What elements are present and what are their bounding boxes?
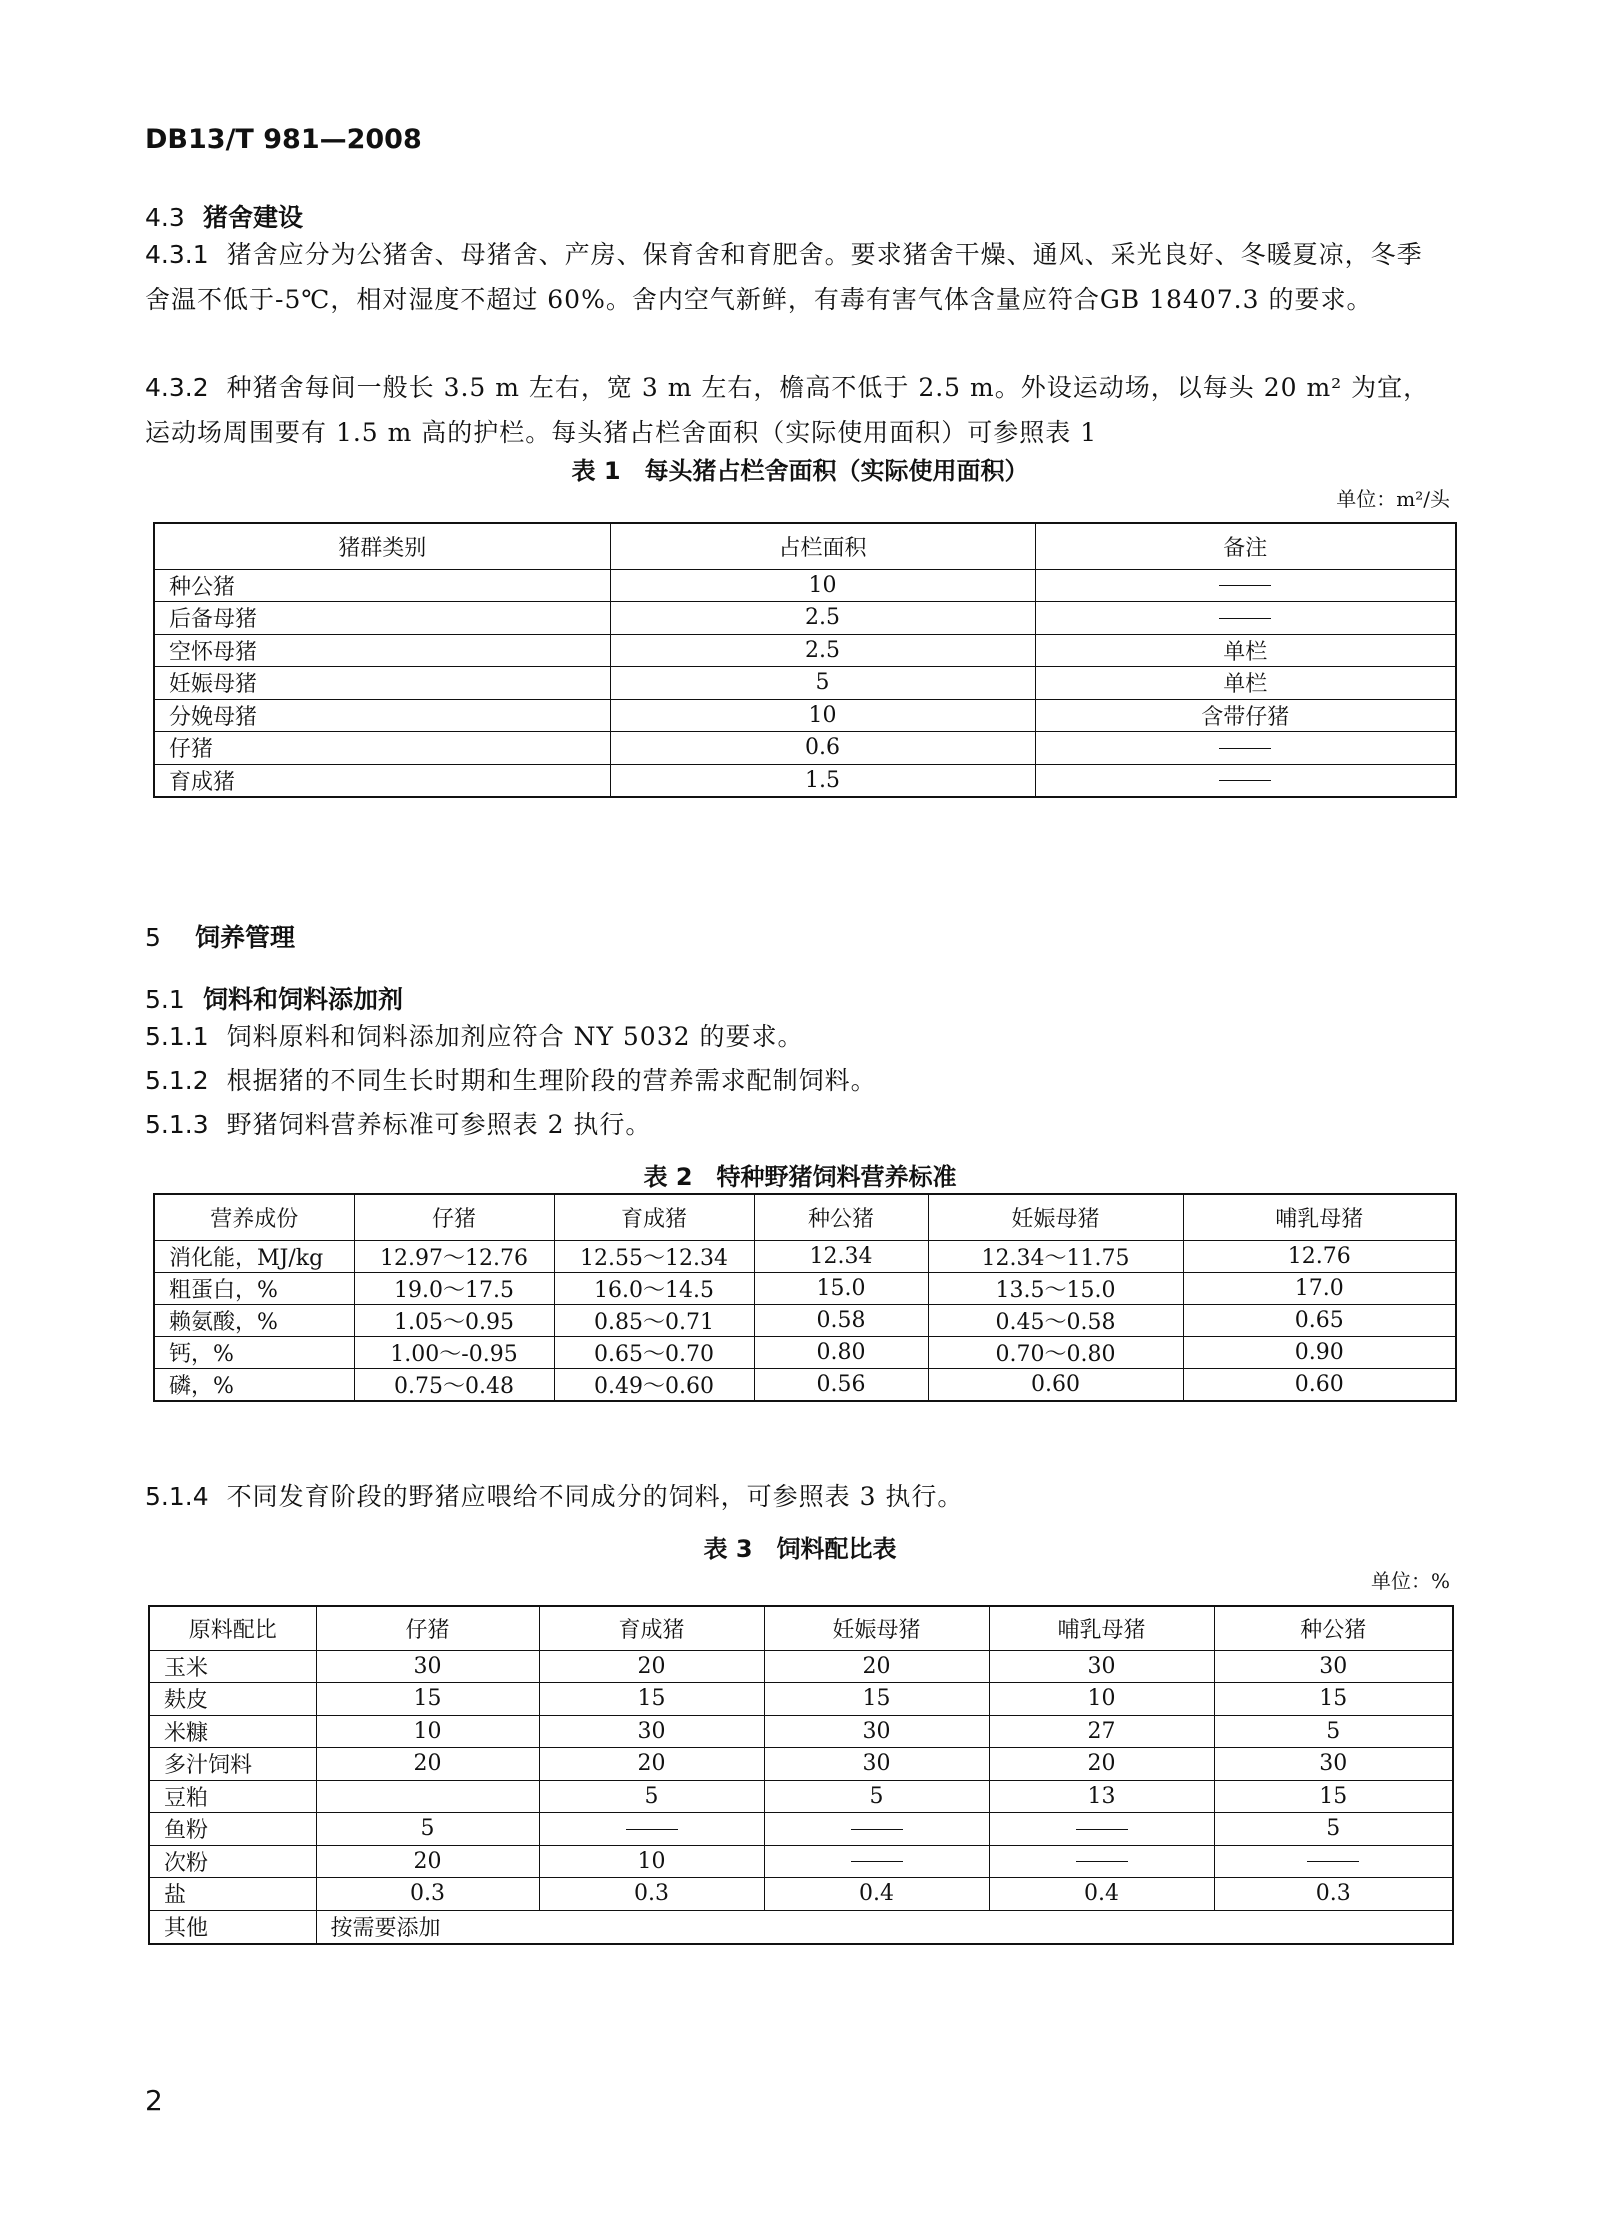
table3-unit: 单位：% — [1370, 1569, 1450, 1593]
table-cell: 20 — [316, 1748, 539, 1781]
section-title: 饲养管理 — [195, 923, 296, 952]
table-cell: 0.85～0.71 — [554, 1304, 754, 1336]
table-cell: 15 — [1214, 1683, 1453, 1716]
table-cell — [1035, 569, 1456, 602]
dash-line — [1219, 585, 1271, 586]
table-row — [149, 1650, 1453, 1683]
table-cell: 30 — [539, 1715, 764, 1748]
section-title: 饲料和饲料添加剂 — [203, 985, 404, 1014]
table-cell: 含带仔猪 — [1035, 699, 1456, 732]
document-id: DB13/T 981—2008 — [145, 124, 422, 155]
clause-text: 根据猪的不同生长时期和生理阶段的营养需求配制饲料。 — [226, 1066, 877, 1095]
dash-line — [1219, 618, 1271, 619]
table-cell: 17.0 — [1183, 1272, 1456, 1304]
table-cell: 12.34 — [754, 1240, 928, 1272]
table-cell: 30 — [764, 1748, 989, 1781]
table-cell: 10 — [989, 1683, 1214, 1716]
table-cell: 15.0 — [754, 1272, 928, 1304]
row-label-cell: 仔猪 — [154, 732, 610, 765]
header-cell: 仔猪 — [354, 1194, 554, 1240]
table-row — [149, 1683, 1453, 1716]
table-cell: 5 — [316, 1813, 539, 1846]
table-cell: 0.58 — [754, 1304, 928, 1336]
clause-text: 饲料原料和饲料添加剂应符合 NY 5032 的要求。 — [226, 1022, 804, 1051]
table-header-row — [149, 1606, 1453, 1650]
header-cell: 占栏面积 — [610, 523, 1035, 569]
table-cell: 16.0～14.5 — [554, 1272, 754, 1304]
table-cell: 30 — [316, 1650, 539, 1683]
table-row — [154, 732, 1456, 765]
table-cell: 30 — [1214, 1748, 1453, 1781]
table-cell: 5 — [764, 1780, 989, 1813]
section-number: 5 — [145, 923, 161, 952]
section-number: 5.1 — [145, 985, 185, 1014]
table-row — [154, 634, 1456, 667]
table-cell: 12.34～11.75 — [928, 1240, 1183, 1272]
row-label-cell: 次粉 — [149, 1845, 316, 1878]
table-cell: 30 — [764, 1715, 989, 1748]
table-row — [154, 1272, 1456, 1304]
row-label-cell: 其他 — [149, 1910, 316, 1944]
header-cell: 种公猪 — [1214, 1606, 1453, 1650]
row-label-cell: 钙，% — [154, 1336, 354, 1368]
table-row — [154, 1240, 1456, 1272]
table-cell: 20 — [989, 1748, 1214, 1781]
row-label-cell: 豆粕 — [149, 1780, 316, 1813]
row-label-cell: 玉米 — [149, 1650, 316, 1683]
table-cell: 0.65～0.70 — [554, 1336, 754, 1368]
row-label-cell: 后备母猪 — [154, 602, 610, 635]
table-row — [154, 569, 1456, 602]
row-label-cell: 米糠 — [149, 1715, 316, 1748]
table-row — [154, 1336, 1456, 1368]
table-cell: 0.4 — [764, 1878, 989, 1911]
table-row — [154, 764, 1456, 797]
table3-caption: 表 3 饲料配比表 — [703, 1535, 897, 1563]
table-row — [149, 1845, 1453, 1878]
table1-caption: 表 1 每头猪占栏舍面积（实际使用面积） — [571, 457, 1029, 485]
section-5-heading — [145, 918, 295, 954]
clause-number: 4.3.2 — [145, 373, 209, 402]
row-label-cell: 育成猪 — [154, 764, 610, 797]
paragraph-4-3-1 — [145, 232, 1447, 322]
table-cell: 13.5～15.0 — [928, 1272, 1183, 1304]
table2-caption: 表 2 特种野猪饲料营养标准 — [643, 1163, 957, 1191]
table-cell: 0.65 — [1183, 1304, 1456, 1336]
section-number: 4.3 — [145, 203, 185, 232]
table-cell: 0.6 — [610, 732, 1035, 765]
row-label-cell: 盐 — [149, 1878, 316, 1911]
table-cell — [1214, 1845, 1453, 1878]
dash-line — [626, 1829, 678, 1830]
table-cell: 30 — [989, 1650, 1214, 1683]
table-header-row — [154, 523, 1456, 569]
section-4-3-heading — [145, 198, 303, 234]
table-cell: 15 — [764, 1683, 989, 1716]
table-cell: 0.70～0.80 — [928, 1336, 1183, 1368]
table-cell: 10 — [610, 569, 1035, 602]
table-cell — [764, 1813, 989, 1846]
table-header-row — [154, 1194, 1456, 1240]
table-cell: 2.5 — [610, 634, 1035, 667]
other-value-cell: 按需要添加 — [316, 1910, 1453, 1944]
table-cell: 20 — [764, 1650, 989, 1683]
clause-number: 4.3.1 — [145, 240, 209, 269]
table-cell: 5 — [1214, 1813, 1453, 1846]
table-cell: 单栏 — [1035, 667, 1456, 700]
header-cell: 备注 — [1035, 523, 1456, 569]
table-cell — [539, 1813, 764, 1846]
row-label-cell: 种公猪 — [154, 569, 610, 602]
paragraph-5-1-1 — [145, 1014, 1447, 1059]
table-cell: 单栏 — [1035, 634, 1456, 667]
section-title: 猪舍建设 — [203, 203, 304, 232]
section-5-1-heading — [145, 980, 403, 1016]
table-cell: 0.60 — [928, 1368, 1183, 1401]
header-cell: 仔猪 — [316, 1606, 539, 1650]
dash-line — [1076, 1829, 1128, 1830]
table-cell: 15 — [316, 1683, 539, 1716]
row-label-cell: 多汁饲料 — [149, 1748, 316, 1781]
table-cell: 13 — [989, 1780, 1214, 1813]
header-cell: 育成猪 — [539, 1606, 764, 1650]
clause-text: 猪舍应分为公猪舍、母猪舍、产房、保育舍和育肥舍。要求猪舍干燥、通风、采光良好、冬暖夏凉，冬季舍温不低于-5℃，相对湿度不超过 60%。舍内空气新鲜，有毒有害气体含量应符合GB 18407.3 的要求。 — [145, 240, 1423, 314]
table-row — [149, 1715, 1453, 1748]
table-cell — [989, 1813, 1214, 1846]
table-cell: 12.76 — [1183, 1240, 1456, 1272]
dash-line — [1219, 780, 1271, 781]
row-label-cell: 鱼粉 — [149, 1813, 316, 1846]
table-row — [154, 1304, 1456, 1336]
table-cell: 5 — [1214, 1715, 1453, 1748]
table-row — [154, 667, 1456, 700]
page-number: 2 — [145, 2084, 163, 2117]
dash-line — [1307, 1861, 1359, 1862]
table-row — [149, 1813, 1453, 1846]
table-cell: 0.80 — [754, 1336, 928, 1368]
table2 — [153, 1193, 1457, 1402]
table-cell: 19.0～17.5 — [354, 1272, 554, 1304]
table-row — [154, 1368, 1456, 1401]
dash-line — [1219, 748, 1271, 749]
row-label-cell: 粗蛋白，% — [154, 1272, 354, 1304]
table-cell: 0.45～0.58 — [928, 1304, 1183, 1336]
header-cell: 哺乳母猪 — [989, 1606, 1214, 1650]
table-cell: 27 — [989, 1715, 1214, 1748]
table-cell: 0.56 — [754, 1368, 928, 1401]
row-label-cell: 空怀母猪 — [154, 634, 610, 667]
table-cell: 20 — [539, 1650, 764, 1683]
table-cell: 15 — [1214, 1780, 1453, 1813]
table1 — [153, 522, 1457, 798]
row-label-cell: 分娩母猪 — [154, 699, 610, 732]
table-cell: 2.5 — [610, 602, 1035, 635]
table-cell: 10 — [316, 1715, 539, 1748]
header-cell: 妊娠母猪 — [928, 1194, 1183, 1240]
row-label-cell: 磷，% — [154, 1368, 354, 1401]
table-cell: 30 — [1214, 1650, 1453, 1683]
table-cell: 1.00～-0.95 — [354, 1336, 554, 1368]
header-cell: 种公猪 — [754, 1194, 928, 1240]
table-cell: 0.49～0.60 — [554, 1368, 754, 1401]
row-label-cell: 妊娠母猪 — [154, 667, 610, 700]
header-cell: 妊娠母猪 — [764, 1606, 989, 1650]
table-row — [154, 602, 1456, 635]
header-cell: 哺乳母猪 — [1183, 1194, 1456, 1240]
row-label-cell: 消化能，MJ/kg — [154, 1240, 354, 1272]
table-cell: 0.3 — [1214, 1878, 1453, 1911]
table-cell: 5 — [610, 667, 1035, 700]
clause-number: 5.1.4 — [145, 1482, 209, 1511]
table-cell: 20 — [316, 1845, 539, 1878]
table-cell: 0.60 — [1183, 1368, 1456, 1401]
dash-line — [1076, 1861, 1128, 1862]
clause-text: 野猪饲料营养标准可参照表 2 执行。 — [226, 1110, 652, 1139]
table-row-other — [149, 1910, 1453, 1944]
dash-line — [851, 1861, 903, 1862]
paragraph-5-1-4 — [145, 1474, 1447, 1519]
header-cell: 营养成份 — [154, 1194, 354, 1240]
table-row — [149, 1878, 1453, 1911]
table-cell — [1035, 602, 1456, 635]
table-cell: 0.75～0.48 — [354, 1368, 554, 1401]
clause-text: 种猪舍每间一般长 3.5 m 左右，宽 3 m 左右，檐高不低于 2.5 m。外设运动场，以每头 20 m² 为宜，运动场周围要有 1.5 m 高的护栏。每头猪占栏舍面积（实际使用面积）可参照表 1 — [145, 373, 1430, 447]
clause-number: 5.1.2 — [145, 1066, 209, 1095]
dash-line — [851, 1829, 903, 1830]
table-cell — [1035, 764, 1456, 797]
header-cell: 原料配比 — [149, 1606, 316, 1650]
table-cell: 5 — [539, 1780, 764, 1813]
table-cell — [316, 1780, 539, 1813]
table-cell — [989, 1845, 1214, 1878]
table-cell: 20 — [539, 1748, 764, 1781]
table-cell: 12.97～12.76 — [354, 1240, 554, 1272]
table-row — [154, 699, 1456, 732]
table-cell — [764, 1845, 989, 1878]
table-cell: 15 — [539, 1683, 764, 1716]
table-cell: 1.5 — [610, 764, 1035, 797]
table-row — [149, 1780, 1453, 1813]
clause-number: 5.1.3 — [145, 1110, 209, 1139]
table-cell: 0.4 — [989, 1878, 1214, 1911]
table-cell: 1.05～0.95 — [354, 1304, 554, 1336]
table-cell: 12.55～12.34 — [554, 1240, 754, 1272]
table-cell: 10 — [539, 1845, 764, 1878]
table3 — [148, 1605, 1454, 1945]
row-label-cell: 赖氨酸，% — [154, 1304, 354, 1336]
table-cell: 10 — [610, 699, 1035, 732]
clause-number: 5.1.1 — [145, 1022, 209, 1051]
header-cell: 猪群类别 — [154, 523, 610, 569]
row-label-cell: 麸皮 — [149, 1683, 316, 1716]
paragraph-5-1-3 — [145, 1102, 1447, 1147]
paragraph-4-3-2 — [145, 365, 1447, 455]
table-cell: 0.3 — [539, 1878, 764, 1911]
table-cell: 0.90 — [1183, 1336, 1456, 1368]
table-cell — [1035, 732, 1456, 765]
table1-unit: 单位：m²/头 — [1336, 487, 1450, 511]
clause-text: 不同发育阶段的野猪应喂给不同成分的饲料，可参照表 3 执行。 — [226, 1482, 964, 1511]
header-cell: 育成猪 — [554, 1194, 754, 1240]
paragraph-5-1-2 — [145, 1058, 1447, 1103]
table-cell: 0.3 — [316, 1878, 539, 1911]
table-row — [149, 1748, 1453, 1781]
